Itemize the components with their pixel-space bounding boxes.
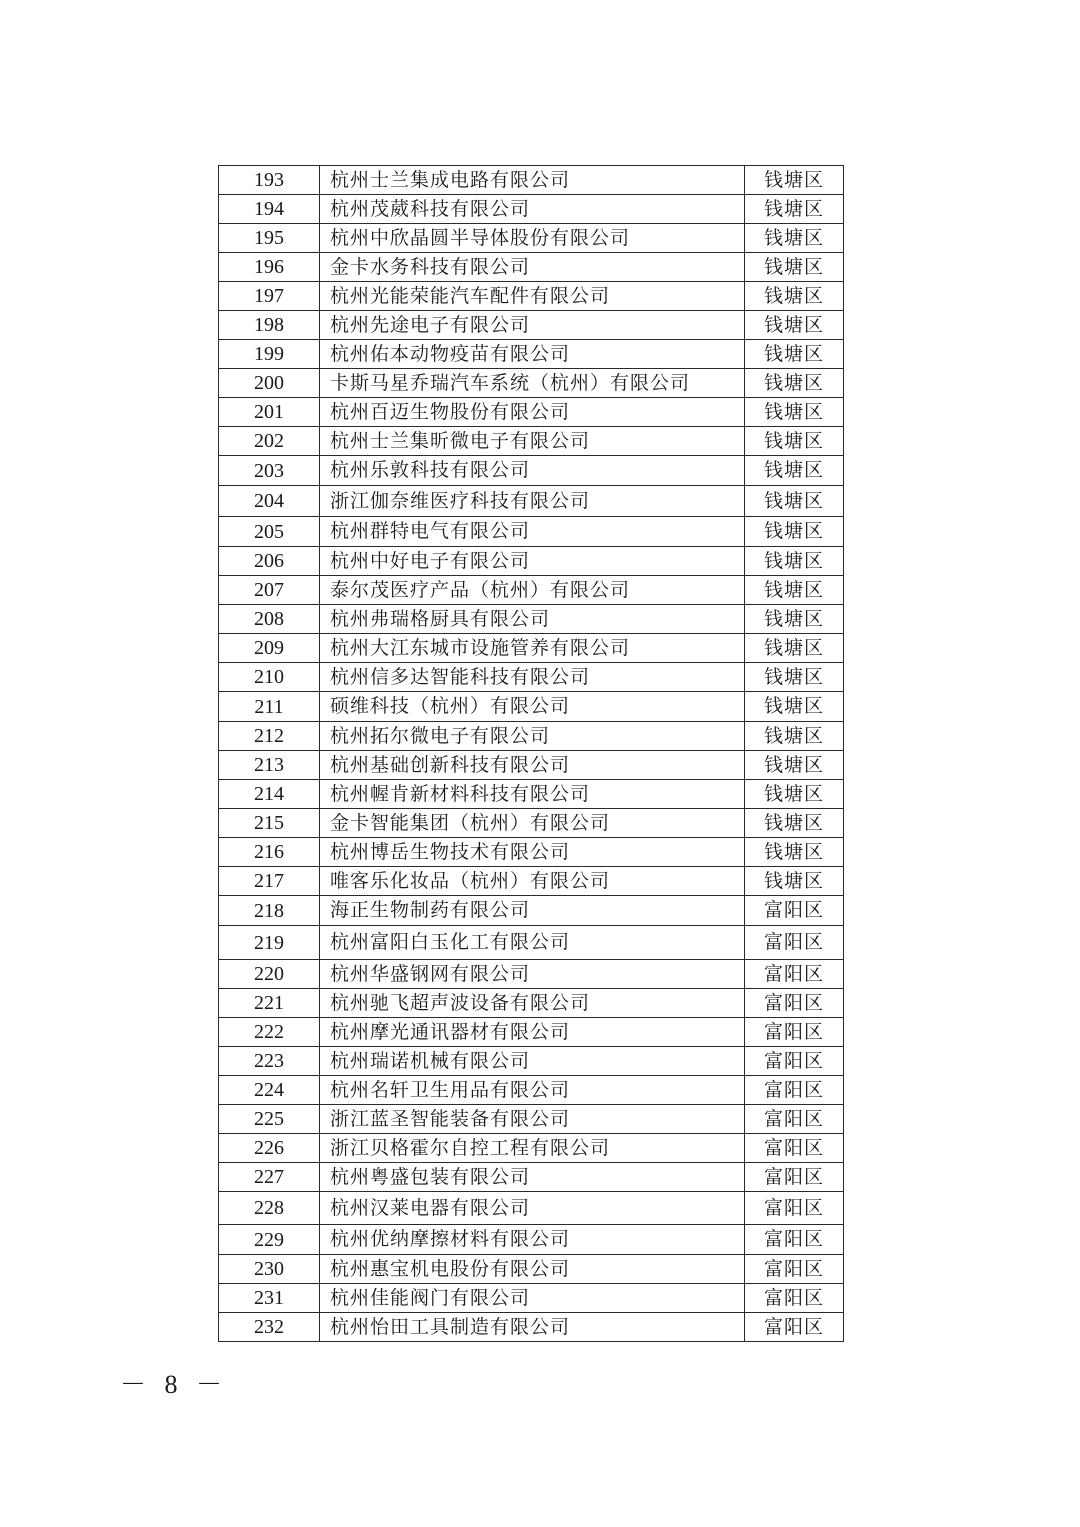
- company-list-table-container: [218, 165, 844, 1342]
- table-row: [219, 1284, 844, 1313]
- table-row: [219, 692, 844, 722]
- table-row: [219, 1255, 844, 1284]
- table-row: [219, 224, 844, 253]
- company-name-cell: 杭州士兰集昕微电子有限公司: [320, 427, 745, 456]
- row-number-cell: 229: [219, 1225, 320, 1255]
- table-row: [219, 576, 844, 605]
- row-number-cell: 213: [219, 751, 320, 780]
- row-number-cell: 197: [219, 282, 320, 311]
- table-row: [219, 456, 844, 486]
- table-row: [219, 282, 844, 311]
- company-name-cell: 杭州中好电子有限公司: [320, 547, 745, 576]
- table-row: [219, 547, 844, 576]
- district-cell: 钱塘区: [745, 427, 844, 456]
- row-number-cell: 206: [219, 547, 320, 576]
- district-cell: 富阳区: [745, 1192, 844, 1225]
- company-name-cell: 杭州弗瑞格厨具有限公司: [320, 605, 745, 634]
- page-number: － 8 －: [120, 1370, 229, 1399]
- row-number-cell: 199: [219, 340, 320, 369]
- company-name-cell: 杭州百迈生物股份有限公司: [320, 398, 745, 427]
- table-row: [219, 809, 844, 838]
- district-cell: 钱塘区: [745, 282, 844, 311]
- table-row: [219, 1192, 844, 1225]
- company-name-cell: 硕维科技（杭州）有限公司: [320, 692, 745, 722]
- district-cell: 钱塘区: [745, 311, 844, 340]
- district-cell: 钱塘区: [745, 867, 844, 896]
- table-row: [219, 722, 844, 751]
- table-row: [219, 1018, 844, 1047]
- company-name-cell: 杭州优纳摩擦材料有限公司: [320, 1225, 745, 1255]
- table-row: [219, 311, 844, 340]
- table-row: [219, 605, 844, 634]
- company-list-body: [219, 166, 844, 1342]
- row-number-cell: 200: [219, 369, 320, 398]
- row-number-cell: 224: [219, 1076, 320, 1105]
- company-name-cell: 杭州大江东城市设施管养有限公司: [320, 634, 745, 663]
- table-row: [219, 486, 844, 517]
- company-name-cell: 杭州怡田工具制造有限公司: [320, 1313, 745, 1342]
- company-name-cell: 金卡水务科技有限公司: [320, 253, 745, 282]
- table-row: [219, 1313, 844, 1342]
- row-number-cell: 215: [219, 809, 320, 838]
- row-number-cell: 227: [219, 1163, 320, 1192]
- row-number-cell: 210: [219, 663, 320, 692]
- row-number-cell: 226: [219, 1134, 320, 1163]
- district-cell: 钱塘区: [745, 605, 844, 634]
- table-row: [219, 663, 844, 692]
- row-number-cell: 212: [219, 722, 320, 751]
- table-row: [219, 634, 844, 663]
- company-name-cell: 杭州惠宝机电股份有限公司: [320, 1255, 745, 1284]
- company-name-cell: 杭州博岳生物技术有限公司: [320, 838, 745, 867]
- row-number-cell: 221: [219, 989, 320, 1018]
- table-row: [219, 989, 844, 1018]
- company-name-cell: 杭州拓尔微电子有限公司: [320, 722, 745, 751]
- table-row: [219, 960, 844, 989]
- company-name-cell: 杭州汉莱电器有限公司: [320, 1192, 745, 1225]
- row-number-cell: 198: [219, 311, 320, 340]
- company-name-cell: 金卡智能集团（杭州）有限公司: [320, 809, 745, 838]
- row-number-cell: 220: [219, 960, 320, 989]
- row-number-cell: 207: [219, 576, 320, 605]
- company-name-cell: 杭州摩光通讯器材有限公司: [320, 1018, 745, 1047]
- company-name-cell: 杭州信多达智能科技有限公司: [320, 663, 745, 692]
- company-name-cell: 杭州驰飞超声波设备有限公司: [320, 989, 745, 1018]
- table-row: [219, 1047, 844, 1076]
- district-cell: 钱塘区: [745, 780, 844, 809]
- district-cell: 富阳区: [745, 896, 844, 926]
- company-name-cell: 杭州华盛钢网有限公司: [320, 960, 745, 989]
- company-name-cell: 浙江贝格霍尔自控工程有限公司: [320, 1134, 745, 1163]
- district-cell: 钱塘区: [745, 722, 844, 751]
- company-name-cell: 卡斯马星乔瑞汽车系统（杭州）有限公司: [320, 369, 745, 398]
- row-number-cell: 194: [219, 195, 320, 224]
- company-name-cell: 杭州瑞诺机械有限公司: [320, 1047, 745, 1076]
- district-cell: 富阳区: [745, 1105, 844, 1134]
- row-number-cell: 232: [219, 1313, 320, 1342]
- row-number-cell: 217: [219, 867, 320, 896]
- company-name-cell: 杭州光能荣能汽车配件有限公司: [320, 282, 745, 311]
- district-cell: 钱塘区: [745, 456, 844, 486]
- company-name-cell: 杭州名轩卫生用品有限公司: [320, 1076, 745, 1105]
- table-row: [219, 867, 844, 896]
- district-cell: 富阳区: [745, 960, 844, 989]
- district-cell: 钱塘区: [745, 369, 844, 398]
- table-row: [219, 369, 844, 398]
- district-cell: 富阳区: [745, 1047, 844, 1076]
- row-number-cell: 219: [219, 926, 320, 960]
- row-number-cell: 218: [219, 896, 320, 926]
- company-name-cell: 杭州士兰集成电路有限公司: [320, 166, 745, 195]
- table-row: [219, 427, 844, 456]
- district-cell: 钱塘区: [745, 253, 844, 282]
- table-row: [219, 1225, 844, 1255]
- row-number-cell: 196: [219, 253, 320, 282]
- company-name-cell: 杭州粤盛包装有限公司: [320, 1163, 745, 1192]
- district-cell: 富阳区: [745, 989, 844, 1018]
- district-cell: 钱塘区: [745, 547, 844, 576]
- company-name-cell: 海正生物制药有限公司: [320, 896, 745, 926]
- row-number-cell: 205: [219, 517, 320, 547]
- district-cell: 富阳区: [745, 1284, 844, 1313]
- table-row: [219, 751, 844, 780]
- district-cell: 钱塘区: [745, 486, 844, 517]
- company-name-cell: 浙江蓝圣智能装备有限公司: [320, 1105, 745, 1134]
- company-name-cell: 杭州乐敦科技有限公司: [320, 456, 745, 486]
- district-cell: 钱塘区: [745, 809, 844, 838]
- district-cell: 钱塘区: [745, 663, 844, 692]
- company-name-cell: 杭州中欣晶圆半导体股份有限公司: [320, 224, 745, 253]
- company-name-cell: 杭州群特电气有限公司: [320, 517, 745, 547]
- company-name-cell: 泰尔茂医疗产品（杭州）有限公司: [320, 576, 745, 605]
- row-number-cell: 208: [219, 605, 320, 634]
- company-name-cell: 杭州佑本动物疫苗有限公司: [320, 340, 745, 369]
- district-cell: 富阳区: [745, 1076, 844, 1105]
- table-row: [219, 398, 844, 427]
- company-name-cell: 杭州富阳白玉化工有限公司: [320, 926, 745, 960]
- district-cell: 钱塘区: [745, 751, 844, 780]
- district-cell: 富阳区: [745, 1225, 844, 1255]
- district-cell: 富阳区: [745, 1255, 844, 1284]
- district-cell: 钱塘区: [745, 398, 844, 427]
- row-number-cell: 222: [219, 1018, 320, 1047]
- row-number-cell: 228: [219, 1192, 320, 1225]
- row-number-cell: 216: [219, 838, 320, 867]
- district-cell: 钱塘区: [745, 692, 844, 722]
- company-name-cell: 杭州基础创新科技有限公司: [320, 751, 745, 780]
- table-row: [219, 780, 844, 809]
- row-number-cell: 201: [219, 398, 320, 427]
- company-name-cell: 唯客乐化妆品（杭州）有限公司: [320, 867, 745, 896]
- row-number-cell: 223: [219, 1047, 320, 1076]
- table-row: [219, 517, 844, 547]
- district-cell: 钱塘区: [745, 838, 844, 867]
- company-name-cell: 浙江伽奈维医疗科技有限公司: [320, 486, 745, 517]
- table-row: [219, 1076, 844, 1105]
- table-row: [219, 195, 844, 224]
- table-row: [219, 253, 844, 282]
- district-cell: 富阳区: [745, 1163, 844, 1192]
- district-cell: 钱塘区: [745, 166, 844, 195]
- table-row: [219, 926, 844, 960]
- district-cell: 钱塘区: [745, 340, 844, 369]
- district-cell: 富阳区: [745, 926, 844, 960]
- table-row: [219, 1163, 844, 1192]
- table-row: [219, 1105, 844, 1134]
- district-cell: 富阳区: [745, 1134, 844, 1163]
- district-cell: 富阳区: [745, 1018, 844, 1047]
- row-number-cell: 195: [219, 224, 320, 253]
- row-number-cell: 230: [219, 1255, 320, 1284]
- company-name-cell: 杭州佳能阀门有限公司: [320, 1284, 745, 1313]
- district-cell: 富阳区: [745, 1313, 844, 1342]
- row-number-cell: 214: [219, 780, 320, 809]
- row-number-cell: 203: [219, 456, 320, 486]
- district-cell: 钱塘区: [745, 517, 844, 547]
- district-cell: 钱塘区: [745, 195, 844, 224]
- table-row: [219, 166, 844, 195]
- row-number-cell: 204: [219, 486, 320, 517]
- company-name-cell: 杭州先途电子有限公司: [320, 311, 745, 340]
- table-row: [219, 896, 844, 926]
- company-name-cell: 杭州幄肯新材料科技有限公司: [320, 780, 745, 809]
- table-row: [219, 838, 844, 867]
- table-row: [219, 340, 844, 369]
- company-name-cell: 杭州茂葳科技有限公司: [320, 195, 745, 224]
- district-cell: 钱塘区: [745, 634, 844, 663]
- row-number-cell: 211: [219, 692, 320, 722]
- district-cell: 钱塘区: [745, 224, 844, 253]
- company-list-table: [218, 165, 844, 1342]
- row-number-cell: 209: [219, 634, 320, 663]
- district-cell: 钱塘区: [745, 576, 844, 605]
- row-number-cell: 225: [219, 1105, 320, 1134]
- row-number-cell: 231: [219, 1284, 320, 1313]
- table-row: [219, 1134, 844, 1163]
- row-number-cell: 202: [219, 427, 320, 456]
- row-number-cell: 193: [219, 166, 320, 195]
